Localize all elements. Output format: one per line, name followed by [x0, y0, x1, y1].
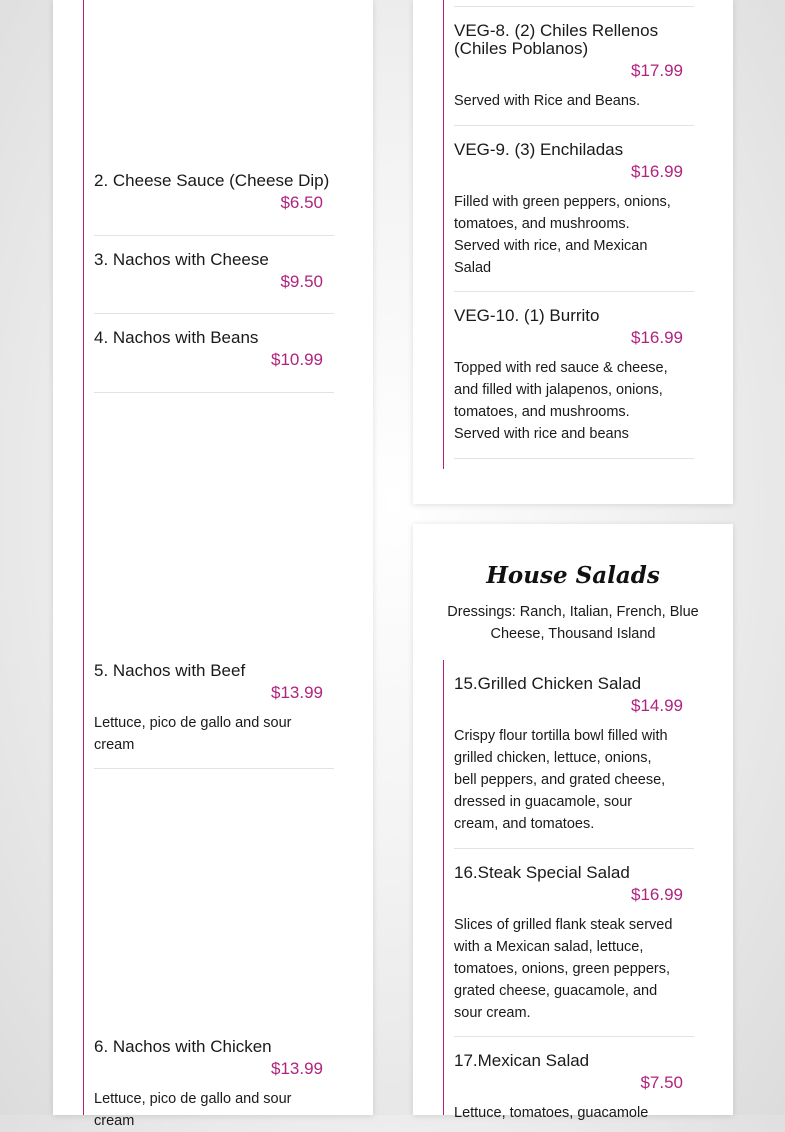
accent-line	[443, 660, 444, 1115]
item-description: Served with Rice and Beans.	[454, 93, 641, 109]
divider	[454, 6, 694, 7]
item-price: $13.99	[271, 1059, 323, 1078]
item-price: $16.99	[631, 328, 683, 347]
item-price: $17.99	[631, 61, 683, 80]
item-name: 15.Grilled Chicken Salad	[454, 674, 642, 693]
item-name: 4. Nachos with Beans	[94, 328, 259, 347]
menu-card-vegetarian	[413, 0, 733, 504]
item-price: $6.50	[280, 193, 323, 212]
section-subtitle: Dressings: Ranch, Italian, French, Blue Cheese, Thousand Island	[447, 604, 699, 642]
item-name: 17.Mexican Salad	[454, 1051, 590, 1070]
item-name: VEG-10. (1) Burrito	[454, 306, 600, 325]
menu-item[interactable]	[94, 329, 334, 393]
item-name: 5. Nachos with Beef	[94, 661, 246, 680]
item-description: Lettuce, tomatoes, guacamole	[454, 1105, 649, 1121]
item-description: Topped with red sauce & cheese, and filled with jalapenos, onions, tomatoes, and mushrooms. Served with rice and beans	[454, 360, 668, 442]
menu-card-nachos	[53, 0, 373, 1129]
menu-item[interactable]	[454, 675, 694, 849]
item-price: $10.99	[271, 350, 323, 369]
menu-card-house-salads	[413, 524, 733, 1121]
item-description: Lettuce, pico de gallo and sour cream	[94, 1091, 292, 1129]
menu-item[interactable]	[454, 1051, 694, 1121]
section-title: House Salads	[486, 562, 660, 589]
menu-item[interactable]	[94, 662, 334, 769]
menu-item[interactable]	[454, 141, 694, 292]
menu-item[interactable]	[94, 172, 334, 236]
item-price: $9.50	[280, 272, 323, 291]
item-price: $14.99	[631, 696, 683, 715]
item-description: Lettuce, pico de gallo and sour cream	[94, 715, 292, 753]
item-name: VEG-8. (2) Chiles Rellenos (Chiles Poblanos)	[454, 21, 659, 58]
item-name: VEG-9. (3) Enchiladas	[454, 140, 624, 159]
item-name: 16.Steak Special Salad	[454, 863, 630, 882]
item-price: $16.99	[631, 885, 683, 904]
item-price: $13.99	[271, 683, 323, 702]
item-description: Crispy flour tortilla bowl filled with grilled chicken, lettuce, onions, bell peppers, and grated cheese, dressed in guacamole, sour cream, and tomatoes.	[454, 728, 668, 832]
item-description: Slices of grilled flank steak served with a Mexican salad, lettuce, tomatoes, onions, green peppers, grated cheese, guacamole, and sour cream.	[454, 917, 673, 1021]
menu-item[interactable]	[454, 864, 694, 1037]
accent-line	[443, 0, 444, 469]
item-price: $16.99	[631, 162, 683, 181]
accent-line	[83, 0, 84, 1115]
menu-item[interactable]	[454, 22, 694, 126]
item-description: Filled with green peppers, onions, tomatoes, and mushrooms. Served with rice, and Mexican Salad	[454, 194, 671, 276]
item-name: 3. Nachos with Cheese	[94, 250, 269, 269]
item-name: 6. Nachos with Chicken	[94, 1037, 272, 1056]
menu-item[interactable]	[94, 251, 334, 314]
item-price: $7.50	[640, 1073, 683, 1092]
menu-item[interactable]	[94, 1037, 334, 1129]
menu-item[interactable]	[454, 307, 694, 459]
item-name: 2. Cheese Sauce (Cheese Dip)	[94, 171, 330, 190]
